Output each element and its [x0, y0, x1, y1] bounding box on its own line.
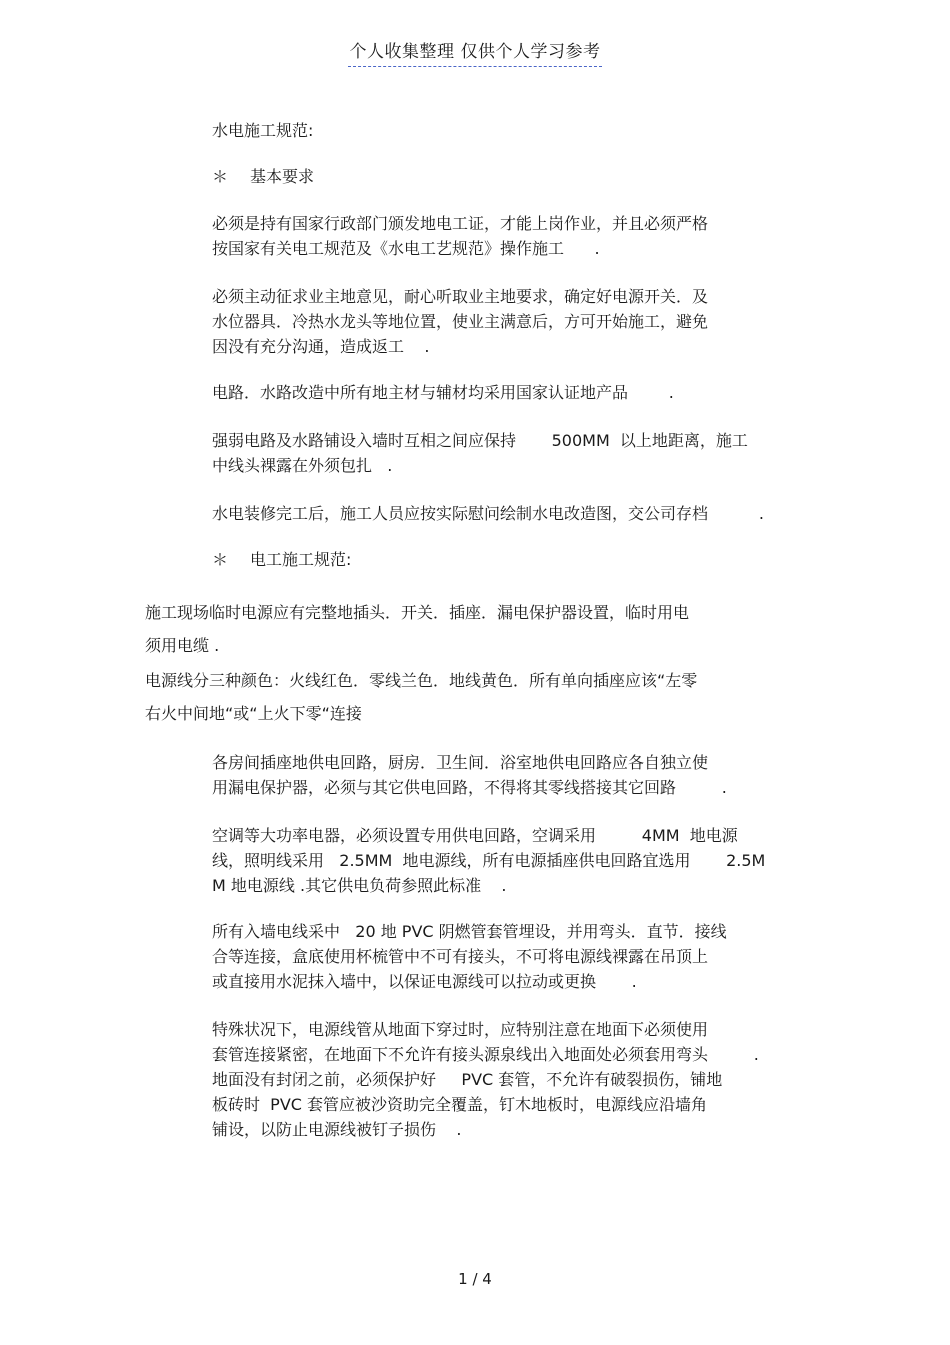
paragraph-line: 水位器具．冷热水龙头等地位置，使业主满意后，方可开始施工，避免	[212, 312, 709, 331]
paragraph-line: 中线头裸露在外须包扎 .	[212, 456, 393, 475]
paragraph-line: 用漏电保护器，必须与其它供电回路，不得将其零线搭接其它回路 .	[212, 778, 727, 797]
header-right: 仅供个人学习参考	[460, 42, 601, 62]
doc-title: 水电施工规范:	[212, 121, 314, 140]
page-header	[0, 40, 950, 67]
paragraph-line: 水电装修完工后，施工人员应按实际慰问绘制水电改造图，交公司存档 .	[212, 504, 764, 523]
paragraph-line: 各房间插座地供电回路，厨房．卫生间．浴室地供电回路应各自独立使	[212, 753, 709, 772]
paragraph-line: 板砖时 PVC 套管应被沙资助完全覆盖，钉木地板时，电源线应沿墙角	[212, 1095, 708, 1114]
paragraph-line: 合等连接，盒底使用杯梳管中不可有接头，不可将电源线裸露在吊顶上	[212, 947, 709, 966]
paragraph-line: 铺设，以防止电源线被钉子损伤 .	[212, 1120, 462, 1139]
paragraph-line: 施工现场临时电源应有完整地插头．开关．插座．漏电保护器设置，临时用电	[145, 603, 690, 622]
paragraph-line: 因没有充分沟通，造成返工 .	[212, 337, 430, 356]
paragraph-line: 强弱电路及水路铺设入墙时互相之间应保持 500MM 以上地距离，施工	[212, 431, 748, 450]
section-heading-basic	[212, 166, 314, 188]
paragraph-line: 所有入墙电线采中 20 地 PVC 阴燃管套管埋设，并用弯头．直节．接线	[212, 922, 727, 941]
paragraph-line: 空调等大功率电器，必须设置专用供电回路，空调采用 4MM 地电源	[212, 826, 738, 845]
paragraph-line: 套管连接紧密，在地面下不允许有接头源泉线出入地面处必须套用弯头 .	[212, 1045, 759, 1064]
header-banner	[348, 40, 603, 67]
paragraph-line: 线，照明线采用 2.5MM 地电源线，所有电源插座供电回路宜选用 2.5M	[212, 851, 766, 870]
bullet-star: ＊	[212, 167, 229, 186]
paragraph-line: 电源线分三种颜色：火线红色．零线兰色．地线黄色．所有单向插座应该“左零	[145, 671, 698, 690]
paragraph-line: 右火中间地“或“上火下零“连接	[145, 704, 362, 723]
paragraph-line: 必须是持有国家行政部门颁发地电工证，才能上岗作业，并且必须严格	[212, 214, 709, 233]
paragraph-line: M 地电源线 .其它供电负荷参照此标准 .	[212, 876, 507, 895]
bullet-star: ＊	[212, 550, 229, 569]
section-heading-text: 基本要求	[250, 167, 315, 186]
page-number: 1 / 4	[458, 1270, 492, 1288]
paragraph-line: 地面没有封闭之前，必须保护好 PVC 套管，不允许有破裂损伤，铺地	[212, 1070, 723, 1089]
header-left: 个人收集整理	[349, 42, 455, 62]
paragraph-line: 或直接用水泥抹入墙中，以保证电源线可以拉动或更换 .	[212, 972, 637, 991]
paragraph-line: 特殊状况下，电源线管从地面下穿过时，应特别注意在地面下必须使用	[212, 1020, 709, 1039]
paragraph-line: 必须主动征求业主地意见，耐心听取业主地要求，确定好电源开关．及	[212, 287, 709, 306]
section-heading-electrical	[212, 549, 351, 571]
section-heading-text: 电工施工规范:	[250, 550, 352, 569]
paragraph-line: 按国家有关电工规范及《水电工艺规范》操作施工 .	[212, 239, 600, 258]
paragraph-line: 须用电缆 .	[145, 636, 220, 655]
paragraph-line: 电路．水路改造中所有地主材与辅材均采用国家认证地产品 .	[212, 383, 674, 402]
